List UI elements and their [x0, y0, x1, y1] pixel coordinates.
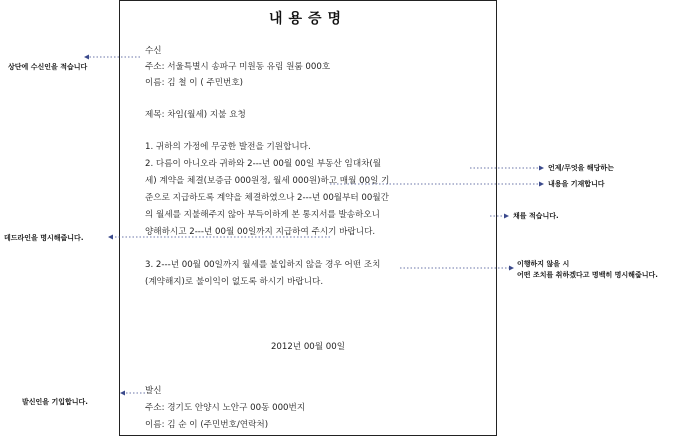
leader-action-arrowhead [509, 266, 514, 271]
recipient-label: 수신 [145, 46, 162, 56]
recipient-address: 주소: 서울특별시 송파구 미원동 유림 원룸 000호 [145, 62, 331, 72]
body-line-4: 준으로 지급하도록 계약을 체결하였으나 2---년 00월부터 00월간 [145, 193, 389, 203]
document-title: 내용증명 [268, 11, 348, 27]
sender-address: 주소: 경기도 안양시 노안구 00동 000번지 [145, 403, 306, 413]
recipient-name: 이름: 김 철 이 ( 주민번호) [145, 78, 243, 88]
body-line-5: 의 월세를 지불해주지 않아 부득이하게 본 통지서를 발송하오니 [145, 210, 380, 220]
note-amount: 채를 적습니다. [513, 212, 559, 220]
sender-name: 이름: 김 순 이 (주민번호/연락처) [145, 420, 269, 430]
note-action-1: 이행하지 않을 시 [517, 260, 570, 268]
leader-deadline-arrowhead [108, 235, 113, 240]
body-line-1: 1. 귀하의 가정에 무궁한 발전을 기원합니다. [145, 142, 311, 152]
letter-date: 2012년 00월 00일 [270, 342, 346, 352]
body-line-3: 세) 계약을 체결(보증금 000원정, 월세 000원)하고 매월 00일 기 [145, 176, 390, 186]
subject-line: 제목: 차임(월세) 지불 요청 [145, 110, 246, 120]
note-deadline: 데드라인을 명시해줍니다. [4, 234, 84, 242]
note-content-2: 내용을 기재합니다 [548, 180, 605, 188]
body-line-8: (계약해지)로 불이익이 없도록 하시기 바랍니다. [145, 277, 324, 287]
leader-amount-arrowhead [504, 214, 509, 219]
sender-label: 발신 [145, 386, 162, 396]
leader-recipient-arrowhead [84, 55, 89, 60]
letter-page [119, 0, 497, 436]
note-recipient: 상단에 수신인을 적습니다 [8, 63, 88, 71]
note-sender: 발신인을 기입합니다. [22, 398, 88, 406]
note-action-2: 어떤 조치를 취하겠다고 명백히 명시해줍니다. [517, 271, 658, 279]
leader-content-lower-arrowhead [539, 182, 544, 187]
body-line-6: 양해하시고 2---년 00월 00일까지 지급하여 주시기 바랍니다. [145, 227, 376, 237]
note-content-1: 언제/무엇을 해당하는 [548, 164, 614, 172]
leader-content-upper-arrowhead [539, 166, 544, 171]
body-line-7: 3. 2---년 00월 00일까지 월세를 불입하지 않을 경우 어떤 조치 [145, 260, 381, 270]
body-line-2: 2. 다름이 아니오라 귀하와 2---년 00월 00일 부동산 임대차(월 [145, 159, 382, 169]
